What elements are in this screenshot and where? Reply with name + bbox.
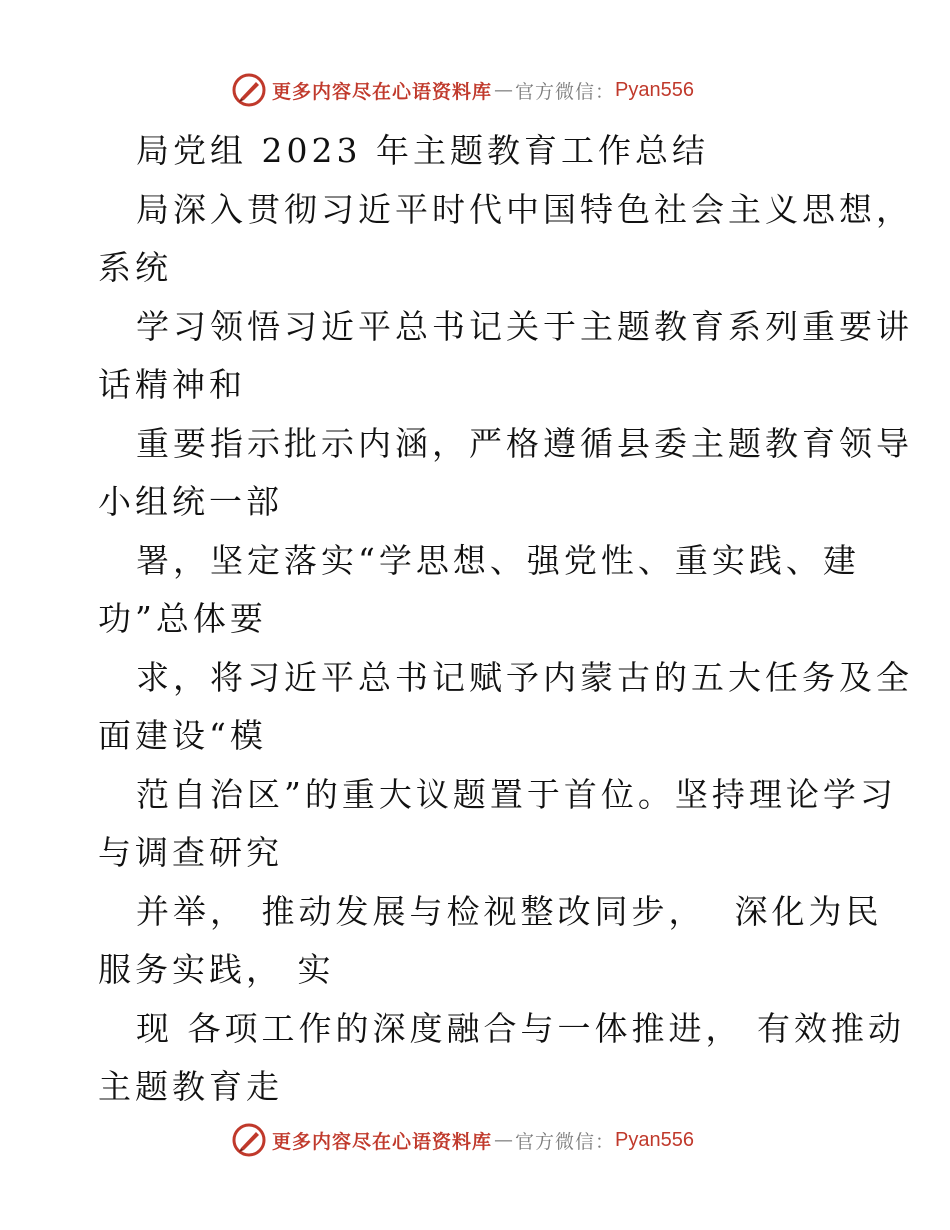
banner-dash: —: [494, 79, 514, 101]
doc-line: 主题教育走: [98, 1067, 283, 1106]
header-banner: [232, 72, 694, 108]
wechat-id: Pyan556: [615, 1128, 694, 1151]
doc-line: 话精神和: [98, 365, 246, 404]
doc-line: 学习领悟习近平总书记关于主题教育系列重要讲: [136, 306, 913, 346]
doc-line: 服务实践， 实: [98, 950, 335, 989]
doc-line: 局深入贯彻习近平时代中国特色社会主义思想，: [136, 189, 913, 229]
doc-line: 并举， 推动发展与检视整改同步， 深化为民: [136, 891, 883, 931]
doc-line: 功”总体要: [98, 599, 267, 638]
doc-line: 与调查研究: [98, 833, 283, 872]
doc-title: 局党组 2023 年主题教育工作总结: [136, 131, 709, 170]
document-body: [98, 122, 913, 1117]
doc-line: 面建设“模: [98, 716, 267, 755]
doc-line: 重要指示批示内涵，严格遵循县委主题教育领导: [136, 423, 913, 463]
wechat-label: 官方微信：: [515, 1130, 616, 1153]
banner-dash: —: [494, 1129, 514, 1151]
promo-text: 更多内容尽在心语资料库: [272, 80, 493, 103]
doc-line: 现 各项工作的深度融合与一体推进， 有效推动: [136, 1008, 905, 1048]
quill-logo-icon: [232, 1123, 266, 1157]
footer-banner: [232, 1122, 694, 1158]
wechat-id: Pyan556: [615, 78, 694, 101]
wechat-label: 官方微信：: [515, 80, 616, 103]
doc-line: 小组统一部: [98, 482, 283, 521]
quill-logo-icon: [232, 73, 266, 107]
doc-line: 求，将习近平总书记赋予内蒙古的五大任务及全: [136, 657, 913, 697]
doc-line: 范自治区”的重大议题置于首位。坚持理论学习: [136, 774, 897, 814]
doc-line: 署，坚定落实“学思想、强党性、重实践、建: [136, 540, 860, 580]
promo-text: 更多内容尽在心语资料库: [272, 1130, 493, 1153]
doc-line: 系统: [98, 248, 172, 287]
